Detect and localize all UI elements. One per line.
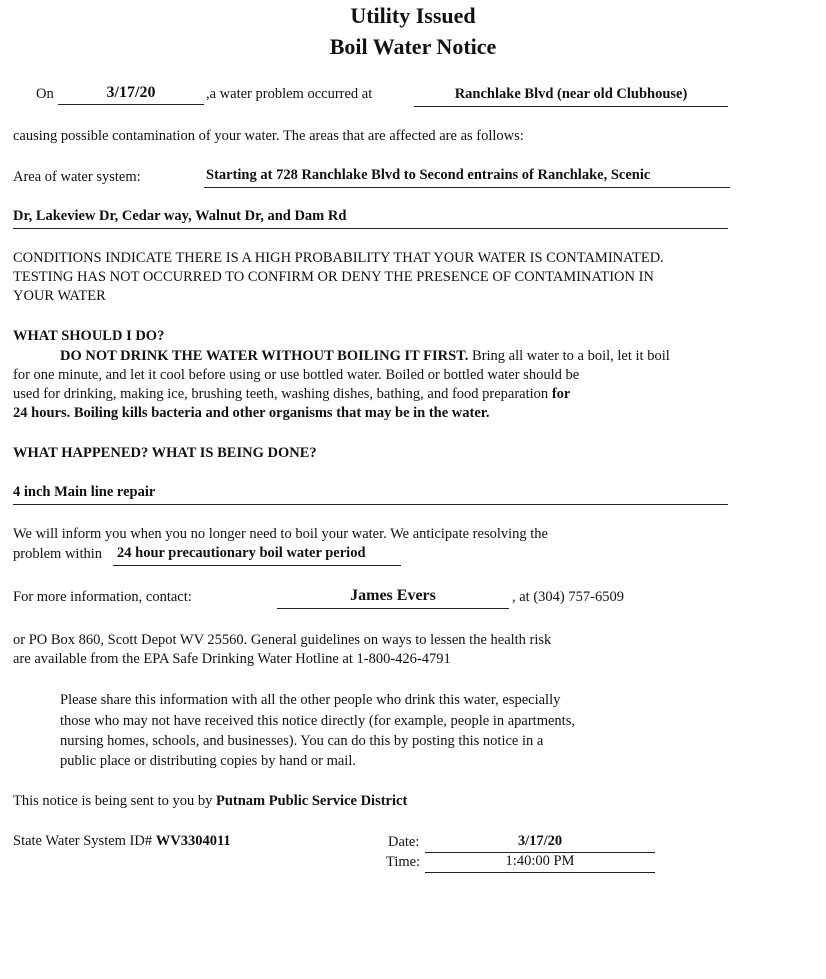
conditions-line3: YOUR WATER <box>13 288 106 304</box>
area-line2: Dr, Lakeview Dr, Cedar way, Walnut Dr, and Dam Rd <box>13 207 728 229</box>
sender-line <box>13 792 407 811</box>
what-happened-heading: WHAT HAPPENED? WHAT IS BEING DONE? <box>13 445 317 461</box>
resolution-line1: We will inform you when you no longer need to boil your water. We anticipate resolving the <box>13 526 548 542</box>
area-line1: Starting at 728 Ranchlake Blvd to Second entrains of Ranchlake, Scenic <box>204 166 730 188</box>
area-label: Area of water system: <box>13 169 141 185</box>
date-label: Date: <box>388 834 420 850</box>
footer-date: 3/17/20 <box>425 832 655 853</box>
sender-name: Putnam Public Service District <box>215 793 408 809</box>
notice-title-line1: Utility Issued <box>350 3 476 28</box>
what-to-do-line1-rest: Bring all water to a boil, let it boil <box>468 348 670 364</box>
what-to-do-line2: for one minute, and let it cool before using or use bottled water. Boiled or bottled water should be <box>13 367 580 383</box>
time-label: Time: <box>386 854 421 870</box>
contact-phone: , at (304) 757-6509 <box>512 589 624 605</box>
occurred-text: ,a water problem occurred at <box>206 86 373 102</box>
contact-name: James Evers <box>277 586 509 609</box>
resolution-line2-label: problem within <box>13 546 103 562</box>
what-to-do-line3 <box>13 385 570 404</box>
footer-time: 1:40:00 PM <box>425 852 655 873</box>
on-label: On <box>36 86 54 102</box>
conditions-line1: CONDITIONS INDICATE THERE IS A HIGH PROBABILITY THAT YOUR WATER IS CONTAMINATED. <box>13 250 664 266</box>
system-id <box>13 832 231 851</box>
what-to-do-line3-bold: for <box>551 386 571 402</box>
causing-text: causing possible contamination of your water. The areas that are affected are as follows: <box>13 128 524 144</box>
conditions-line2: TESTING HAS NOT OCCURRED TO CONFIRM OR DENY THE PRESENCE OF CONTAMINATION IN <box>13 269 654 285</box>
do-not-drink-warning: DO NOT DRINK THE WATER WITHOUT BOILING IT FIRST. <box>60 348 469 364</box>
share-line3: nursing homes, schools, and businesses). You can do this by posting this notice in a <box>60 733 544 749</box>
resolution-period: 24 hour precautionary boil water period <box>113 544 401 566</box>
system-id-value: WV3304011 <box>155 833 231 849</box>
notice-title-line2: Boil Water Notice <box>329 34 497 59</box>
what-to-do-heading: WHAT SHOULD I DO? <box>13 328 165 344</box>
share-line2: those who may not have received this notice directly (for example, people in apartments, <box>60 713 575 729</box>
what-to-do-line4: 24 hours. Boiling kills bacteria and other organisms that may be in the water. <box>13 405 490 421</box>
what-happened-answer: 4 inch Main line repair <box>13 483 728 505</box>
incident-location: Ranchlake Blvd (near old Clubhouse) <box>414 85 728 107</box>
incident-date: 3/17/20 <box>58 83 204 105</box>
system-id-label: State Water System ID# <box>13 833 156 849</box>
contact-address: or PO Box 860, Scott Depot WV 25560. General guidelines on ways to lessen the health risk <box>13 632 552 648</box>
what-to-do-line1 <box>60 347 670 366</box>
what-to-do-line3-text: used for drinking, making ice, brushing teeth, washing dishes, bathing, and food preparation <box>13 386 552 402</box>
hotline-text: are available from the EPA Safe Drinking Water Hotline at 1-800-426-4791 <box>13 651 451 667</box>
sender-text: This notice is being sent to you by <box>13 793 216 809</box>
share-line1: Please share this information with all the other people who drink this water, especially <box>60 692 561 708</box>
share-line4: public place or distributing copies by hand or mail. <box>60 753 356 769</box>
contact-label: For more information, contact: <box>13 589 192 605</box>
